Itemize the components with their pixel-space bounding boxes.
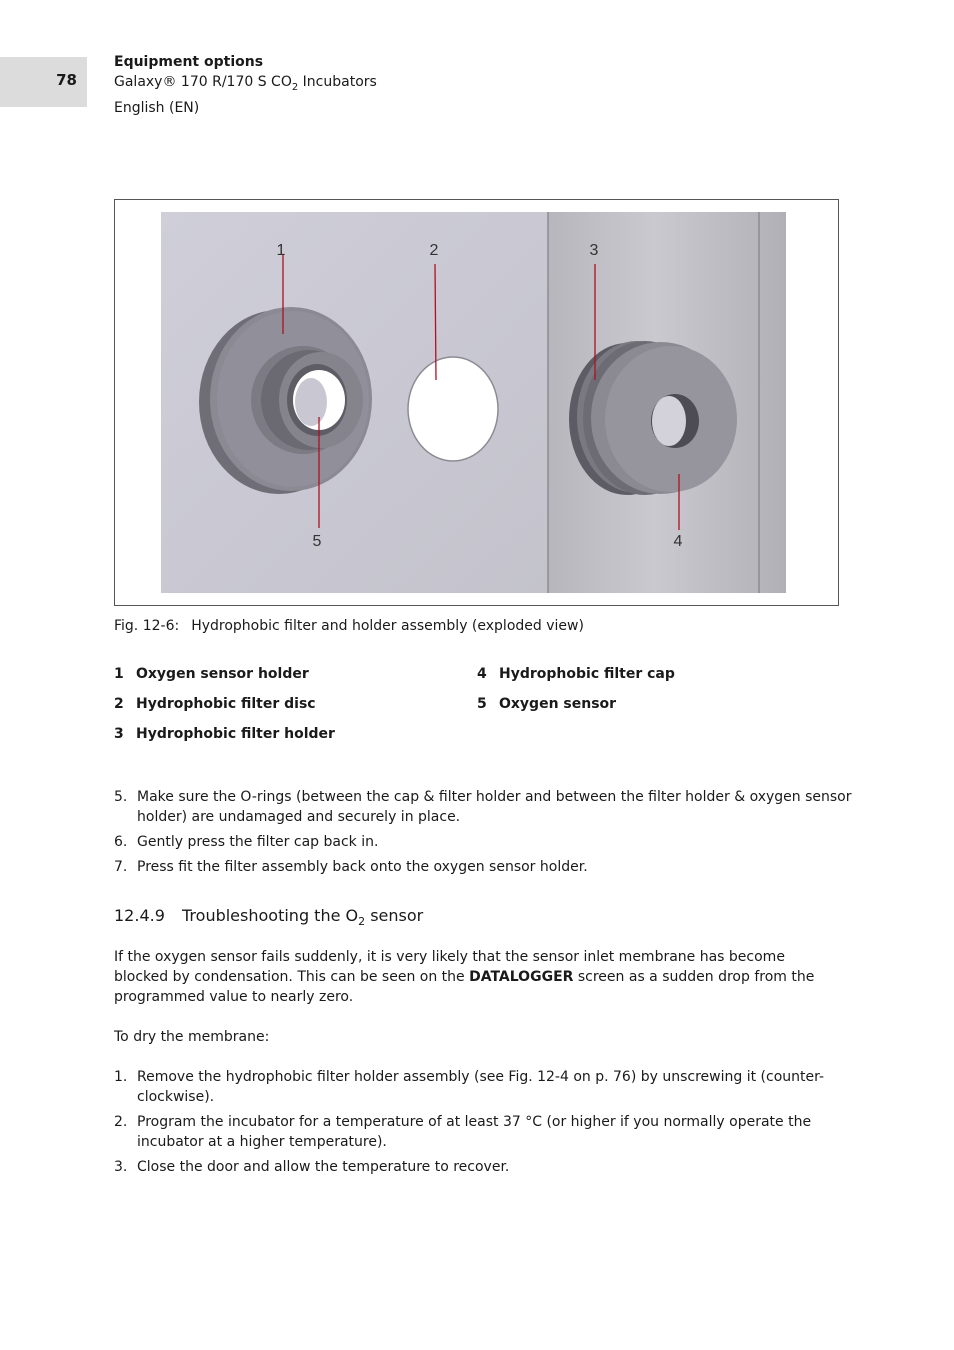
dry-lead-paragraph: To dry the membrane:: [114, 1029, 270, 1045]
page-number: 78: [56, 71, 77, 89]
list-item: 5. Make sure the O-rings (between the cap & filter holder and between the filter holder & oxygen sensor holder) are undamaged and securely in place.: [114, 789, 852, 825]
callout-2: 2: [429, 242, 439, 259]
legend-item: 4 Hydrophobic filter cap: [477, 666, 675, 682]
legend-item: 1 Oxygen sensor holder: [114, 666, 309, 682]
figure-caption: [114, 618, 584, 634]
reassembly-steps: [114, 787, 853, 882]
list-item: 3. Close the door and allow the temperature to recover.: [114, 1159, 510, 1175]
figure-12-6: [114, 199, 839, 606]
list-item: 1. Remove the hydrophobic filter holder assembly (see Fig. 12-4 on p. 76) by unscrewing it (counter-clockwise).: [114, 1069, 825, 1105]
hydrophobic-filter-disc-part: [408, 357, 498, 461]
callout-4: 4: [673, 533, 683, 550]
running-header: [114, 52, 377, 118]
list-item: 6. Gently press the filter cap back in.: [114, 834, 379, 850]
hydrophobic-filter-holder-part: [569, 341, 737, 495]
caption-label: Fig. 12-6:: [114, 618, 180, 634]
legend-item: 3 Hydrophobic filter holder: [114, 726, 335, 742]
legend-item: 5 Oxygen sensor: [477, 696, 617, 712]
exploded-view-illustration: [161, 212, 786, 593]
callout-5: 5: [312, 533, 322, 550]
callout-3: 3: [589, 242, 599, 259]
header-language: English (EN): [114, 99, 200, 116]
header-title: Equipment options: [114, 54, 264, 70]
legend-item: 2 Hydrophobic filter disc: [114, 696, 316, 712]
header-product: Galaxy® 170 R/170 S $CO_2$ Incubators: [114, 74, 377, 93]
intro-paragraph: If the oxygen sensor fails suddenly, it is very likely that the sensor inlet membrane has become blocked by condensation. This can be seen on the DATALOGGER screen as a sudden drop from the programmed value to nearly zero.: [114, 949, 815, 1005]
oxygen-sensor-holder-part: [199, 307, 372, 494]
page-number-tab: [0, 57, 87, 107]
section-heading: 12.4.9 Troubleshooting the $O_2$ sensor: [114, 906, 424, 929]
caption-text: Hydrophobic filter and holder assembly (exploded view): [191, 618, 584, 634]
callout-1: 1: [276, 242, 286, 259]
section-number: 12.4.9: [114, 906, 165, 925]
drying-steps: [114, 1067, 853, 1182]
list-item: 7. Press fit the filter assembly back onto the oxygen sensor holder.: [114, 859, 588, 875]
list-item: 2. Program the incubator for a temperature of at least 37 °C (or higher if you normally operate the incubator at a higher temperature).: [114, 1114, 812, 1150]
